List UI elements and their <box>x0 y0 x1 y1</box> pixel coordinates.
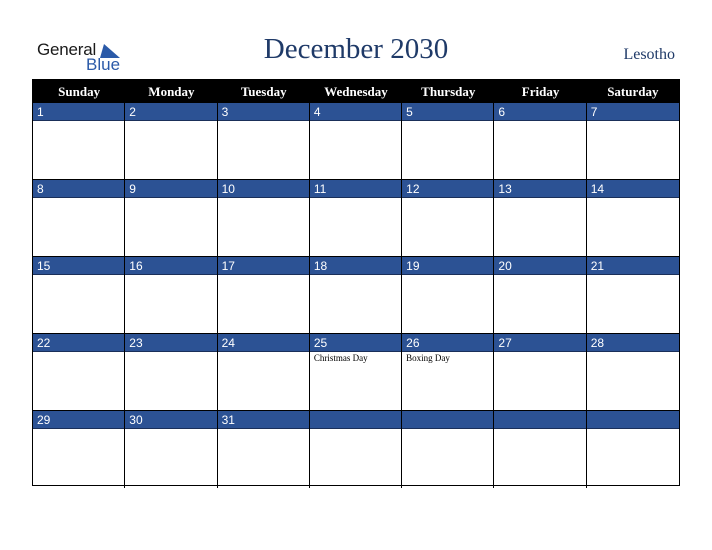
weekday-monday: Monday <box>148 83 195 99</box>
day-cell <box>402 103 494 180</box>
day-cell <box>402 334 494 411</box>
day-cell <box>494 103 586 180</box>
day-cell <box>125 257 217 334</box>
day-cell <box>33 411 125 488</box>
day-number: 18 <box>310 257 401 275</box>
day-cell <box>33 257 125 334</box>
day-number: 29 <box>33 411 124 429</box>
day-number: 24 <box>218 334 309 352</box>
day-cell <box>494 180 586 257</box>
day-number <box>402 411 493 429</box>
weekday-friday: Friday <box>521 83 560 99</box>
day-number: 31 <box>218 411 309 429</box>
day-cell <box>125 103 217 180</box>
day-cell <box>218 103 310 180</box>
day-cell <box>494 334 586 411</box>
page-title: December 2030 <box>263 33 449 65</box>
week-row <box>33 103 679 180</box>
day-cell <box>402 411 494 488</box>
day-number: 3 <box>218 103 309 121</box>
day-cell <box>310 257 402 334</box>
day-number <box>310 411 401 429</box>
day-number: 27 <box>494 334 585 352</box>
day-number: 4 <box>310 103 401 121</box>
day-number <box>494 411 585 429</box>
calendar-grid <box>32 79 680 486</box>
day-cell <box>402 180 494 257</box>
day-cell <box>218 411 310 488</box>
day-number: 30 <box>125 411 216 429</box>
day-number: 19 <box>402 257 493 275</box>
day-cell <box>494 411 586 488</box>
day-number: 7 <box>587 103 679 121</box>
day-number: 11 <box>310 180 401 198</box>
day-number <box>587 411 679 429</box>
logo-blue-text: Blue <box>86 55 121 74</box>
day-cell <box>494 257 586 334</box>
week-row <box>33 334 679 411</box>
holiday-label: Christmas Day <box>313 353 368 363</box>
day-number: 14 <box>587 180 679 198</box>
weekday-thursday: Thursday <box>421 83 476 99</box>
week-row <box>33 257 679 334</box>
day-cell <box>587 257 679 334</box>
day-number: 9 <box>125 180 216 198</box>
holiday-label: Boxing Day <box>406 353 450 363</box>
day-cell <box>218 180 310 257</box>
day-cell <box>125 411 217 488</box>
day-cell <box>587 103 679 180</box>
day-number: 21 <box>587 257 679 275</box>
day-cell <box>33 180 125 257</box>
week-row <box>33 180 679 257</box>
day-cell <box>310 180 402 257</box>
day-cell <box>218 334 310 411</box>
day-number: 23 <box>125 334 216 352</box>
country-label: Lesotho <box>623 46 675 63</box>
day-number: 5 <box>402 103 493 121</box>
day-cell <box>33 103 125 180</box>
day-cell <box>218 257 310 334</box>
day-number: 10 <box>218 180 309 198</box>
weeks-container <box>33 103 679 488</box>
day-number: 17 <box>218 257 309 275</box>
day-number: 16 <box>125 257 216 275</box>
weekday-saturday: Saturday <box>607 83 659 99</box>
day-number: 2 <box>125 103 216 121</box>
day-number: 12 <box>402 180 493 198</box>
day-number: 13 <box>494 180 585 198</box>
weekday-tuesday: Tuesday <box>240 83 287 99</box>
day-number: 6 <box>494 103 585 121</box>
day-cell <box>402 257 494 334</box>
day-cell <box>33 334 125 411</box>
weekday-wednesday: Wednesday <box>324 83 388 99</box>
weekday-sunday: Sunday <box>58 83 101 99</box>
day-number: 22 <box>33 334 124 352</box>
day-number: 15 <box>33 257 124 275</box>
day-cell <box>310 334 402 411</box>
day-cell <box>125 334 217 411</box>
day-number: 1 <box>33 103 124 121</box>
day-number: 25 <box>310 334 401 352</box>
day-cell <box>310 103 402 180</box>
week-row <box>33 411 679 488</box>
weekday-header-row <box>33 80 679 103</box>
day-number: 26 <box>402 334 493 352</box>
day-number: 28 <box>587 334 679 352</box>
day-number: 20 <box>494 257 585 275</box>
day-cell <box>587 334 679 411</box>
day-cell <box>587 180 679 257</box>
day-cell <box>125 180 217 257</box>
logo-general-text: General <box>37 40 97 59</box>
day-number: 8 <box>33 180 124 198</box>
day-cell <box>310 411 402 488</box>
day-cell <box>587 411 679 488</box>
